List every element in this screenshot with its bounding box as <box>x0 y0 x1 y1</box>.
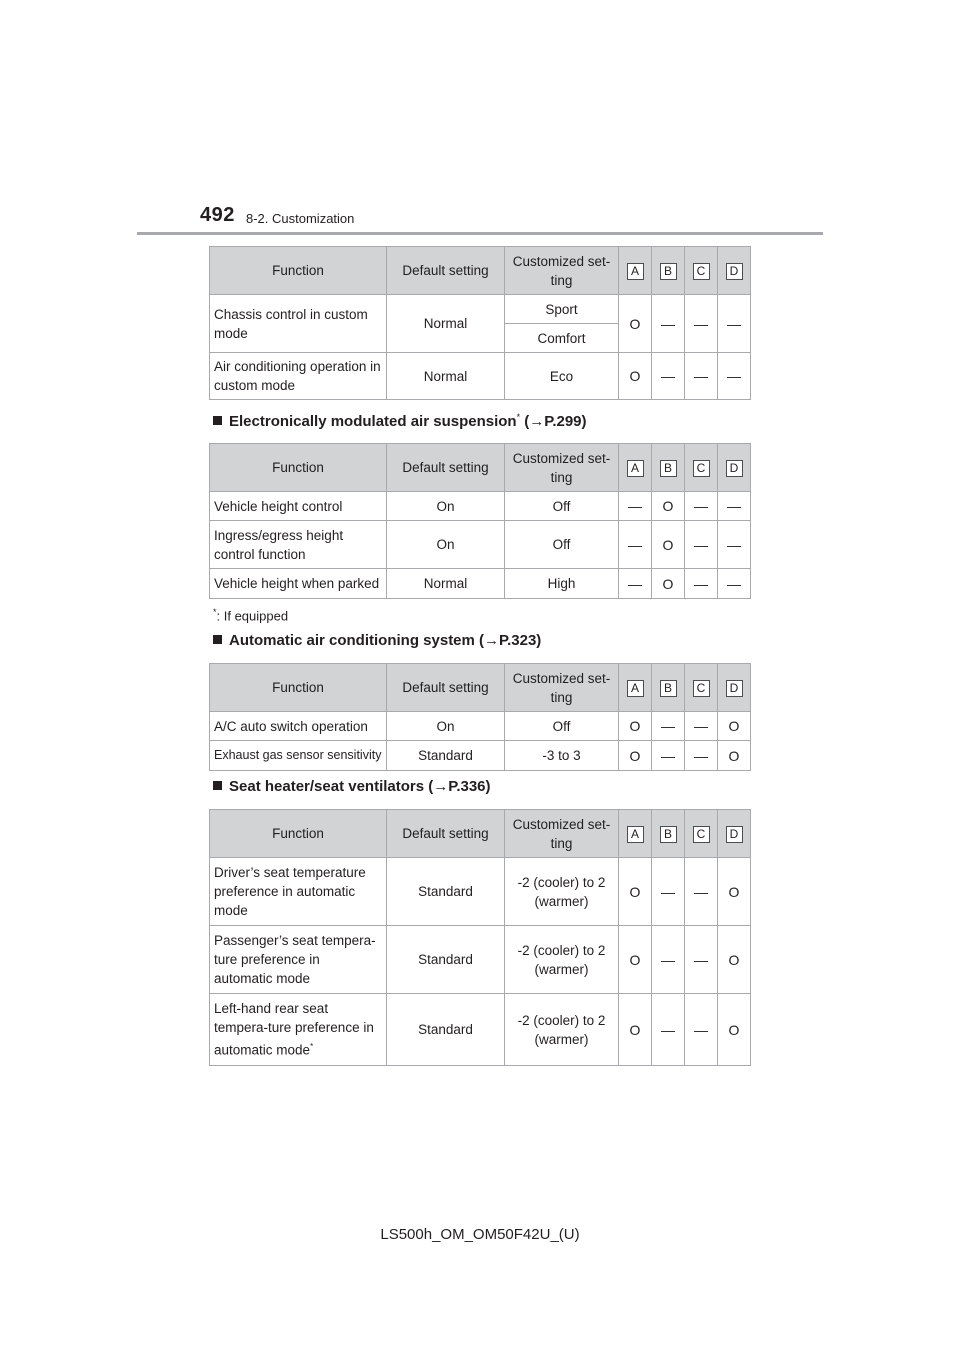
cell-c: — <box>685 858 718 926</box>
cell-b: — <box>652 712 685 741</box>
col-c: C <box>693 680 710 697</box>
cell-c: — <box>685 569 718 599</box>
header-rule <box>137 232 823 235</box>
footnote-marker: * <box>310 1042 314 1052</box>
col-custom: Customized set-ting <box>505 664 619 712</box>
cell-default: Standard <box>387 926 505 994</box>
col-custom: Customized set-ting <box>505 444 619 492</box>
cell-default: Normal <box>387 569 505 599</box>
table-row <box>210 353 751 400</box>
cell-c: — <box>685 994 718 1066</box>
table-row <box>210 994 751 1066</box>
cell-c: — <box>685 492 718 521</box>
cell-c: — <box>685 741 718 771</box>
col-default: Default setting <box>387 664 505 712</box>
cell-a: — <box>619 521 652 569</box>
cell-function: Vehicle height control <box>210 492 387 521</box>
cell-a: O <box>619 353 652 400</box>
cell-a: O <box>619 712 652 741</box>
cell-custom: -2 (cooler) to 2 (warmer) <box>505 858 619 926</box>
cell-default: Normal <box>387 353 505 400</box>
table-row <box>210 741 751 771</box>
cell-d: O <box>718 712 751 741</box>
col-a: A <box>627 460 644 477</box>
cell-default: Standard <box>387 994 505 1066</box>
col-b: B <box>660 460 677 477</box>
col-function: Function <box>210 810 387 858</box>
col-a: A <box>627 826 644 843</box>
cell-c: — <box>685 712 718 741</box>
cell-default: Normal <box>387 295 505 353</box>
col-d: D <box>726 680 743 697</box>
cell-custom: -3 to 3 <box>505 741 619 771</box>
cell-b: O <box>652 521 685 569</box>
table-row <box>210 569 751 599</box>
cell-d: O <box>718 994 751 1066</box>
cell-function: Air conditioning operation in custom mode <box>210 353 387 400</box>
cell-b: — <box>652 295 685 353</box>
table-row <box>210 926 751 994</box>
cell-default: On <box>387 492 505 521</box>
col-c: C <box>693 263 710 280</box>
cell-custom: Sport <box>505 295 619 324</box>
cell-d: — <box>718 295 751 353</box>
col-c: C <box>693 460 710 477</box>
col-b: B <box>660 826 677 843</box>
col-b: B <box>660 680 677 697</box>
cell-b: — <box>652 858 685 926</box>
table-drive-mode <box>209 246 751 400</box>
cell-custom: Eco <box>505 353 619 400</box>
cell-a: O <box>619 926 652 994</box>
col-d: D <box>726 826 743 843</box>
cell-function: Left-hand rear seat tempera-ture preference in automatic mode* <box>210 994 387 1066</box>
cell-b: — <box>652 994 685 1066</box>
table-row <box>210 295 751 324</box>
cell-a: O <box>619 295 652 353</box>
cell-b: — <box>652 926 685 994</box>
table-header-row <box>210 444 751 492</box>
cell-function: Chassis control in custom mode <box>210 295 387 353</box>
cell-b: O <box>652 492 685 521</box>
cell-a: O <box>619 858 652 926</box>
cell-function: Exhaust gas sensor sensitivity <box>210 741 387 771</box>
cell-a: O <box>619 994 652 1066</box>
footnote: *: If equipped <box>213 607 289 624</box>
col-d: D <box>726 460 743 477</box>
cell-default: On <box>387 712 505 741</box>
section-heading-air-suspension: Electronically modulated air suspension* (→P.299) <box>213 412 587 430</box>
section-heading-seat-heater: Seat heater/seat ventilators (→P.336) <box>213 778 491 795</box>
cell-custom: -2 (cooler) to 2 (warmer) <box>505 994 619 1066</box>
cell-d: — <box>718 492 751 521</box>
cell-d: — <box>718 569 751 599</box>
cell-custom: Off <box>505 521 619 569</box>
table-header-row <box>210 247 751 295</box>
table-seat-heater <box>209 809 751 1066</box>
cell-custom: High <box>505 569 619 599</box>
cell-a: O <box>619 741 652 771</box>
cell-d: — <box>718 521 751 569</box>
cell-d: O <box>718 926 751 994</box>
col-default: Default setting <box>387 810 505 858</box>
cell-d: — <box>718 353 751 400</box>
cell-custom: Off <box>505 712 619 741</box>
col-custom: Customized set-ting <box>505 247 619 295</box>
table-header-row <box>210 664 751 712</box>
table-row <box>210 521 751 569</box>
cell-c: — <box>685 353 718 400</box>
cell-function: Passenger’s seat tempera-ture preference in automatic mode <box>210 926 387 994</box>
cell-c: — <box>685 926 718 994</box>
cell-default: Standard <box>387 858 505 926</box>
cell-b: O <box>652 569 685 599</box>
col-a: A <box>627 263 644 280</box>
cell-function: Vehicle height when parked <box>210 569 387 599</box>
table-row <box>210 858 751 926</box>
cell-function: A/C auto switch operation <box>210 712 387 741</box>
col-function: Function <box>210 247 387 295</box>
cell-c: — <box>685 295 718 353</box>
cell-custom: -2 (cooler) to 2 (warmer) <box>505 926 619 994</box>
table-air-conditioning <box>209 663 751 771</box>
table-row <box>210 492 751 521</box>
col-a: A <box>627 680 644 697</box>
cell-c: — <box>685 521 718 569</box>
page-number: 492 <box>200 204 235 226</box>
section-heading-air-conditioning: Automatic air conditioning system (→P.323) <box>213 632 541 649</box>
table-header-row <box>210 810 751 858</box>
cell-custom: Comfort <box>505 324 619 353</box>
cell-function: Driver’s seat temperature preference in automatic mode <box>210 858 387 926</box>
col-d: D <box>726 263 743 280</box>
table-row <box>210 712 751 741</box>
cell-d: O <box>718 741 751 771</box>
cell-b: — <box>652 353 685 400</box>
document-code: LS500h_OM_OM50F42U_(U) <box>380 1226 580 1243</box>
bullet-square-icon <box>213 781 222 790</box>
cell-a: — <box>619 492 652 521</box>
footnote-marker: * <box>516 412 521 422</box>
cell-function: Ingress/egress height control function <box>210 521 387 569</box>
cell-b: — <box>652 741 685 771</box>
cell-d: O <box>718 858 751 926</box>
col-custom: Customized set-ting <box>505 810 619 858</box>
cell-default: Standard <box>387 741 505 771</box>
footnote-marker: * <box>213 607 217 617</box>
col-default: Default setting <box>387 247 505 295</box>
cell-custom: Off <box>505 492 619 521</box>
table-air-suspension <box>209 443 751 599</box>
col-function: Function <box>210 664 387 712</box>
bullet-square-icon <box>213 416 222 425</box>
cell-default: On <box>387 521 505 569</box>
col-default: Default setting <box>387 444 505 492</box>
col-b: B <box>660 263 677 280</box>
col-function: Function <box>210 444 387 492</box>
section-title: 8-2. Customization <box>246 211 355 226</box>
col-c: C <box>693 826 710 843</box>
bullet-square-icon <box>213 635 222 644</box>
cell-a: — <box>619 569 652 599</box>
